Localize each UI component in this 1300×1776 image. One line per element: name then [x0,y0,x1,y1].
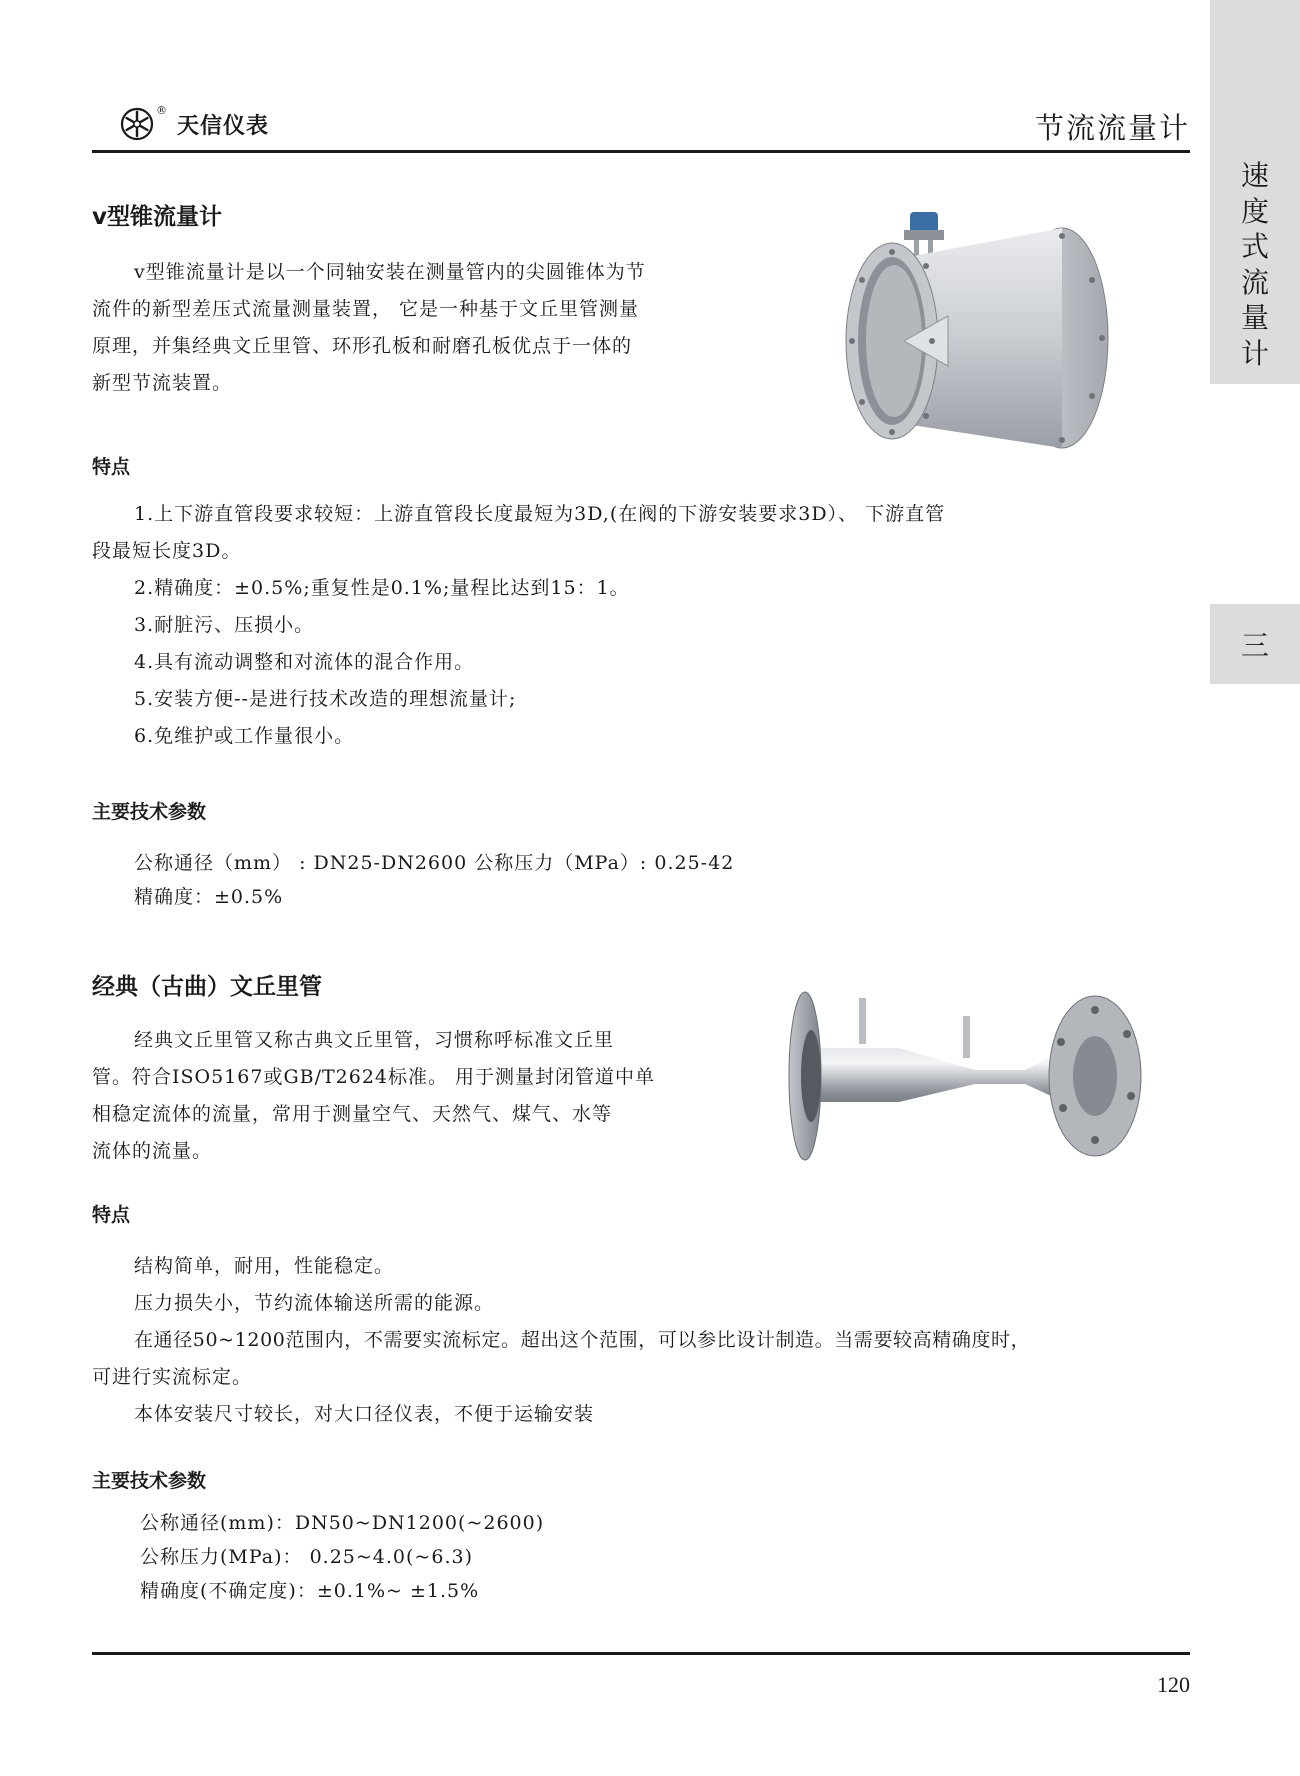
feature-item: 可进行实流标定。 [92,1366,253,1388]
side-char: 流 [1240,265,1269,299]
side-char: 式 [1240,230,1269,263]
side-category-tab [1210,0,1300,384]
v-cone-flowmeter-image [830,200,1120,460]
intro-line: 经典文丘里管又称古典文丘里管，习惯称呼标准文丘里 [134,1029,615,1051]
param-line: 公称压力(MPa)： 0.25~4.0(~6.3) [140,1546,473,1568]
feature-item: 结构简单，耐用，性能稳定。 [134,1255,395,1277]
feature-item: 2.精确度：±0.5%;重复性是0.1%;量程比达到15：1。 [134,577,630,599]
section1-intro [92,254,772,402]
feature-item: 本体安装尺寸较长，对大口径仪表，不便于运输安装 [134,1403,595,1425]
section1-features [92,496,1190,755]
side-char: 计 [1240,336,1269,370]
section1-params [134,846,1134,914]
side-char: 速 [1240,159,1269,192]
page-number: 120 [1157,1672,1190,1697]
side-char: 度 [1240,194,1269,228]
feature-item: 在通径50~1200范围内，不需要实流标定。超出这个范围，可以参比设计制造。当需要较高精确度时， [134,1329,1031,1351]
intro-line: 流件的新型差压式流量测量装置， 它是一种基于文丘里管测量 [92,298,640,320]
feature-item: 6.免维护或工作量很小。 [134,725,355,747]
intro-line: 新型节流装置。 [92,372,233,394]
param-line: 精确度(不确定度)：±0.1%~ ±1.5% [140,1580,480,1602]
feature-item: 5.安装方便--是进行技术改造的理想流量计; [134,688,517,710]
section2-intro [92,1022,752,1170]
brand-logo [120,104,269,144]
param-line: 公称通径（mm） : DN25-DN2600 公称压力（MPa）: 0.25-42 [134,852,735,874]
section2-params [140,1506,1040,1608]
brand-name: 天信仪表 [177,112,270,139]
intro-line: 原理，并集经典文丘里管、环形孔板和耐磨孔板优点于一体的 [92,335,633,357]
section2-features [92,1248,1202,1433]
registered-mark: ® [156,103,167,117]
venturi-tube-image [775,990,1145,1170]
chapter-tab: 三 [1210,604,1300,684]
intro-line: 相稳定流体的流量，常用于测量空气、天然气、煤气、水等 [92,1103,613,1125]
brand-star-icon [120,107,154,141]
intro-line: v型锥流量计是以一个同轴安装在测量管内的尖圆锥体为节 [134,261,646,283]
page-title: 节流流量计 [1034,111,1190,145]
param-line: 公称通径(mm)：DN50~DN1200(~2600) [140,1512,545,1534]
section1-title: v型锥流量计 [92,204,222,230]
param-line: 精确度：±0.5% [134,886,284,908]
section2-title: 经典（古曲）文丘里管 [92,974,322,1000]
intro-line: 管。符合ISO5167或GB/T2624标准。 用于测量封闭管道中单 [92,1066,656,1088]
section1-features-title: 特点 [92,456,131,478]
feature-item: 段最短长度3D。 [92,540,242,562]
footer-rule [92,1652,1190,1655]
section1-params-title: 主要技术参数 [92,801,207,823]
feature-item: 1.上下游直管段要求较短：上游直管段长度最短为3D,(在阀的下游安装要求3D）、 下游直管 [134,503,946,525]
side-category-label [1210,158,1300,371]
feature-item: 3.耐脏污、压损小。 [134,614,315,636]
feature-item: 4.具有流动调整和对流体的混合作用。 [134,651,475,673]
section2-features-title: 特点 [92,1204,131,1226]
section2-params-title: 主要技术参数 [92,1470,207,1492]
intro-line: 流体的流量。 [92,1140,213,1162]
feature-item: 压力损失小，节约流体输送所需的能源。 [134,1292,495,1314]
side-char: 量 [1240,301,1269,334]
header-rule [92,150,1190,153]
